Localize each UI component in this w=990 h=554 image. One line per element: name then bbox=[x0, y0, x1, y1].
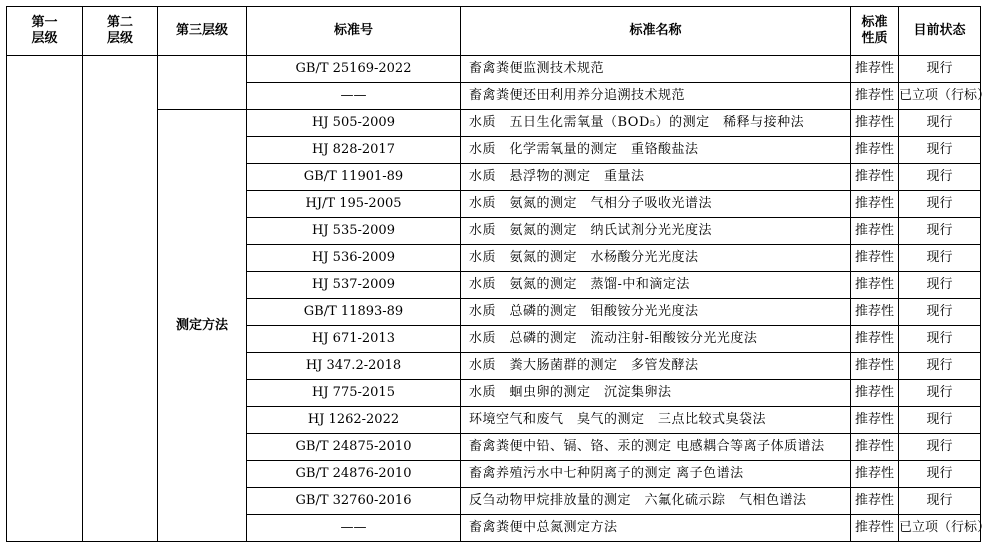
header-level3: 第三层级 bbox=[158, 7, 247, 56]
standard-code-cell: HJ/T 195-2005 bbox=[247, 191, 461, 218]
standard-status-cell: 现行 bbox=[899, 56, 981, 83]
table-row bbox=[7, 56, 981, 83]
standard-nature-cell: 推荐性 bbox=[851, 461, 899, 488]
standard-nature-cell: 推荐性 bbox=[851, 164, 899, 191]
standard-nature-cell: 推荐性 bbox=[851, 353, 899, 380]
standard-code-cell: HJ 505-2009 bbox=[247, 110, 461, 137]
standard-name-cell: 畜禽粪便监测技术规范 bbox=[461, 56, 851, 83]
standard-nature-cell: 推荐性 bbox=[851, 299, 899, 326]
standard-status-cell: 现行 bbox=[899, 137, 981, 164]
standard-name-cell: 畜禽养殖污水中七种阴离子的测定 离子色谱法 bbox=[461, 461, 851, 488]
standard-status-cell: 已立项（行标） bbox=[899, 515, 981, 542]
header-row bbox=[7, 7, 981, 56]
standard-name-cell: 水质 总磷的测定 钼酸铵分光光度法 bbox=[461, 299, 851, 326]
standard-code-cell: GB/T 25169-2022 bbox=[247, 56, 461, 83]
standard-nature-cell: 推荐性 bbox=[851, 245, 899, 272]
standard-status-cell: 现行 bbox=[899, 218, 981, 245]
header-level2: 第二 层级 bbox=[83, 7, 158, 56]
standard-code-cell: —— bbox=[247, 515, 461, 542]
standard-nature-cell: 推荐性 bbox=[851, 218, 899, 245]
standard-name-cell: 水质 氨氮的测定 蒸馏-中和滴定法 bbox=[461, 272, 851, 299]
standard-nature-cell: 推荐性 bbox=[851, 110, 899, 137]
standard-nature-cell: 推荐性 bbox=[851, 434, 899, 461]
standard-code-cell: HJ 828-2017 bbox=[247, 137, 461, 164]
standard-name-cell: 水质 氨氮的测定 水杨酸分光光度法 bbox=[461, 245, 851, 272]
standard-code-cell: HJ 347.2-2018 bbox=[247, 353, 461, 380]
standard-status-cell: 现行 bbox=[899, 164, 981, 191]
standard-name-cell: 水质 化学需氧量的测定 重铬酸盐法 bbox=[461, 137, 851, 164]
standard-nature-cell: 推荐性 bbox=[851, 83, 899, 110]
level2-cell bbox=[83, 56, 158, 542]
standard-name-cell: 环境空气和废气 臭气的测定 三点比较式臭袋法 bbox=[461, 407, 851, 434]
standard-name-cell: 水质 粪大肠菌群的测定 多管发酵法 bbox=[461, 353, 851, 380]
standard-code-cell: HJ 536-2009 bbox=[247, 245, 461, 272]
standard-code-cell: HJ 537-2009 bbox=[247, 272, 461, 299]
header-nature: 标准 性质 bbox=[851, 7, 899, 56]
standard-nature-cell: 推荐性 bbox=[851, 191, 899, 218]
standard-name-cell: 畜禽粪便中总氮测定方法 bbox=[461, 515, 851, 542]
standard-status-cell: 现行 bbox=[899, 488, 981, 515]
standard-code-cell: HJ 671-2013 bbox=[247, 326, 461, 353]
level1-cell bbox=[7, 56, 83, 542]
standard-status-cell: 现行 bbox=[899, 245, 981, 272]
standard-code-cell: GB/T 11901-89 bbox=[247, 164, 461, 191]
standard-code-cell: —— bbox=[247, 83, 461, 110]
standard-status-cell: 现行 bbox=[899, 407, 981, 434]
standard-nature-cell: 推荐性 bbox=[851, 326, 899, 353]
standard-name-cell: 畜禽粪便中铅、镉、铬、汞的测定 电感耦合等离子体质谱法 bbox=[461, 434, 851, 461]
level3-cell-empty bbox=[158, 56, 247, 110]
standard-status-cell: 现行 bbox=[899, 326, 981, 353]
standard-status-cell: 现行 bbox=[899, 461, 981, 488]
standard-code-cell: HJ 775-2015 bbox=[247, 380, 461, 407]
standard-status-cell: 现行 bbox=[899, 110, 981, 137]
standard-code-cell: GB/T 11893-89 bbox=[247, 299, 461, 326]
level3-cell-method: 测定方法 bbox=[158, 110, 247, 542]
standard-code-cell: HJ 535-2009 bbox=[247, 218, 461, 245]
standard-nature-cell: 推荐性 bbox=[851, 407, 899, 434]
standard-nature-cell: 推荐性 bbox=[851, 515, 899, 542]
standard-code-cell: GB/T 24875-2010 bbox=[247, 434, 461, 461]
standard-status-cell: 现行 bbox=[899, 191, 981, 218]
standards-table bbox=[6, 6, 990, 542]
standard-code-cell: GB/T 24876-2010 bbox=[247, 461, 461, 488]
standard-name-cell: 水质 氨氮的测定 纳氏试剂分光光度法 bbox=[461, 218, 851, 245]
standard-status-cell: 现行 bbox=[899, 272, 981, 299]
standard-name-cell: 水质 五日生化需氧量（BOD₅）的测定 稀释与接种法 bbox=[461, 110, 851, 137]
standard-status-cell: 现行 bbox=[899, 434, 981, 461]
standard-status-cell: 现行 bbox=[899, 299, 981, 326]
standard-name-cell: 水质 氨氮的测定 气相分子吸收光谱法 bbox=[461, 191, 851, 218]
header-code: 标准号 bbox=[247, 7, 461, 56]
standard-name-cell: 水质 悬浮物的测定 重量法 bbox=[461, 164, 851, 191]
header-level1: 第一 层级 bbox=[7, 7, 83, 56]
standard-name-cell: 水质 总磷的测定 流动注射-钼酸铵分光光度法 bbox=[461, 326, 851, 353]
standard-status-cell: 已立项（行标） bbox=[899, 83, 981, 110]
standard-nature-cell: 推荐性 bbox=[851, 488, 899, 515]
standard-name-cell: 水质 蛔虫卵的测定 沉淀集卵法 bbox=[461, 380, 851, 407]
header-name: 标准名称 bbox=[461, 7, 851, 56]
standard-nature-cell: 推荐性 bbox=[851, 137, 899, 164]
standard-status-cell: 现行 bbox=[899, 353, 981, 380]
standard-name-cell: 反刍动物甲烷排放量的测定 六氟化硫示踪 气相色谱法 bbox=[461, 488, 851, 515]
standard-status-cell: 现行 bbox=[899, 380, 981, 407]
standard-code-cell: GB/T 32760-2016 bbox=[247, 488, 461, 515]
standard-code-cell: HJ 1262-2022 bbox=[247, 407, 461, 434]
standard-nature-cell: 推荐性 bbox=[851, 56, 899, 83]
standard-name-cell: 畜禽粪便还田利用养分追溯技术规范 bbox=[461, 83, 851, 110]
standard-nature-cell: 推荐性 bbox=[851, 380, 899, 407]
standard-nature-cell: 推荐性 bbox=[851, 272, 899, 299]
header-status: 目前状态 bbox=[899, 7, 981, 56]
